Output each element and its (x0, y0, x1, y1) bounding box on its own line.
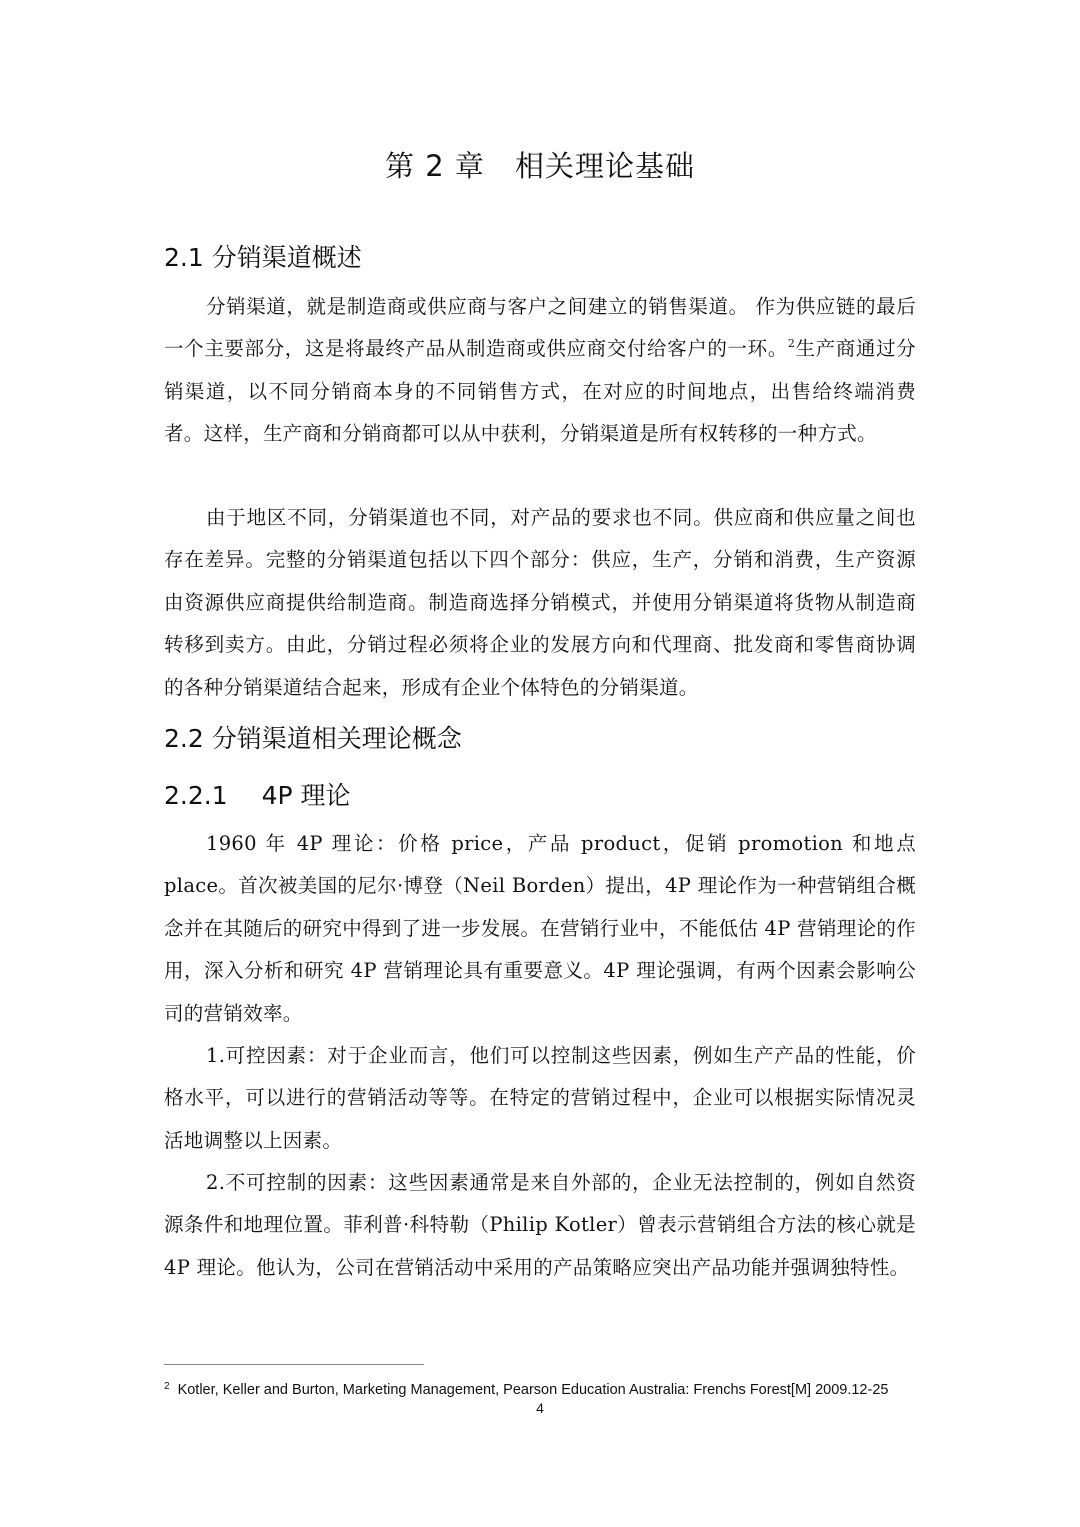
section-2-2-1-paragraph-3: 2.不可控制的因素：这些因素通常是来自外部的，企业无法控制的，例如自然资源条件和地理位置。菲利普·科特勒（Philip Kotler）曾表示营销组合方法的核心就是 4P 理论。他认为，公司在营销活动中采用的产品策略应突出产品功能并强调独特性。 (164, 1171, 916, 1279)
section-title: 4P 理论 (261, 781, 351, 810)
footnote (164, 1377, 944, 1400)
chapter-title (0, 146, 1080, 186)
page-number: 4 (536, 1400, 544, 1416)
section-2-1-paragraph-1 (164, 286, 916, 456)
section-2-1-paragraph-2: 由于地区不同，分销渠道也不同，对产品的要求也不同。供应商和供应量之间也存在差异。完整的分销渠道包括以下四个部分：供应，生产，分销和消费，生产资源由资源供应商提供给制造商。制造商选择分销模式，并使用分销渠道将货物从制造商转移到卖方。由此，分销过程必须将企业的发展方向和代理商、批发商和零售商协调的各种分销渠道结合起来，形成有企业个体特色的分销渠道。 (164, 506, 916, 699)
chapter-number: 第 2 章 (385, 149, 485, 183)
footnote-divider (164, 1364, 424, 1365)
chapter-name: 相关理论基础 (514, 149, 695, 183)
section-number: 2.2.1 (164, 781, 228, 810)
section-2-2-heading: 2.2 分销渠道相关理论概念 (164, 724, 462, 753)
section-2-2-1-paragraph-2: 1.可控因素：对于企业而言，他们可以控制这些因素，例如生产产品的性能，价格水平，可以进行的营销活动等等。在特定的营销过程中，企业可以根据实际情况灵活地调整以上因素。 (164, 1044, 916, 1152)
section-2-1-heading: 2.1 分销渠道概述 (164, 243, 362, 272)
footnote-text: Kotler, Keller and Burton, Marketing Management, Pearson Education Australia: Frenchs Forest[M] 2009.12-25 (177, 1382, 889, 1398)
section-2-2-1-paragraph-1: 1960 年 4P 理论：价格 price，产品 product，促销 promotion 和地点 place。首次被美国的尼尔·博登（Neil Borden）提出，4P 理论作为一种营销组合概念并在其随后的研究中得到了进一步发展。在营销行业中，不能低估 4P 营销理论的作用，深入分析和研究 4P 营销理论具有重要意义。4P 理论强调，有两个因素会影响公司的营销效率。 (164, 832, 916, 1025)
paragraph-text: 生产商通过分销渠道，以不同分销商本身的不同销售方式，在对应的时间地点，出售给终端消费者。这样，生产商和分销商都可以从中获利，分销渠道是所有权转移的一种方式。 (164, 337, 916, 446)
footnote-reference: 2 (787, 337, 796, 351)
section-2-2-1-heading (164, 779, 351, 813)
paragraph-text: 分销渠道，就是制造商或供应商与客户之间建立的销售渠道。 作为供应链的最后一个主要部分，这是将最终产品从制造商或供应商交付给客户的一环。 (164, 295, 916, 361)
footnote-mark: 2 (164, 1381, 170, 1392)
